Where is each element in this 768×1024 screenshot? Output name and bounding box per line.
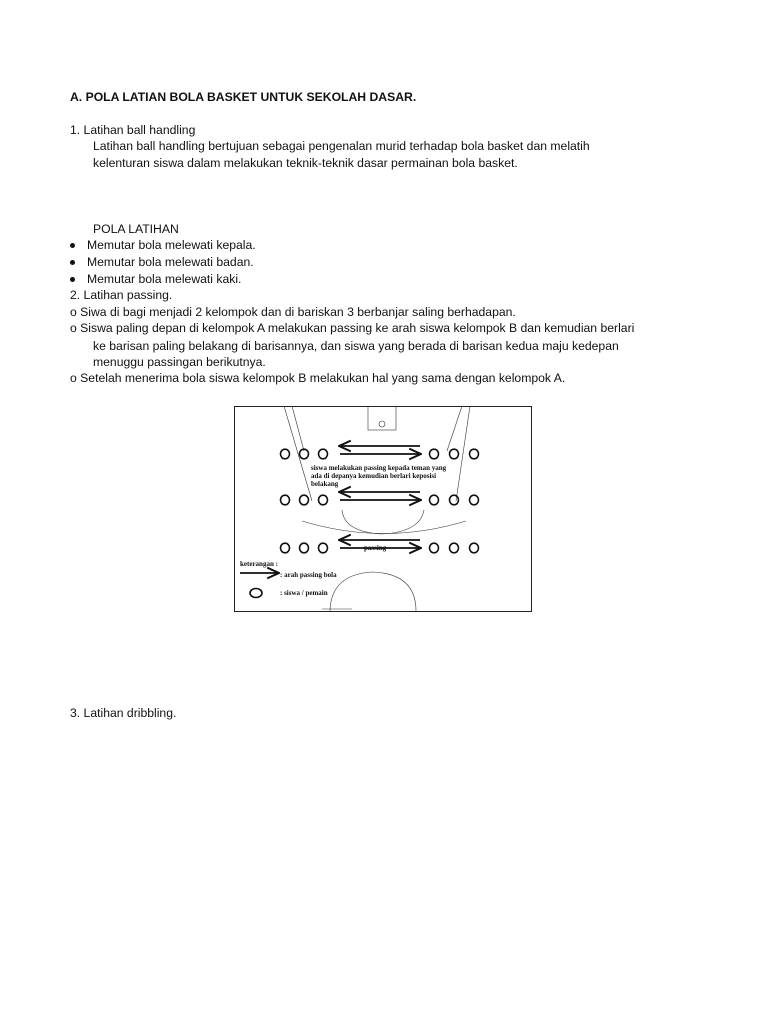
legend-player-text: : siswa / pemain <box>280 589 328 597</box>
section1-desc-line1: Latihan ball handling bertujuan sebagai pengenalan murid terhadap bola basket dan melatih <box>93 139 590 153</box>
section3-title: 3. Latihan dribbling. <box>70 706 177 720</box>
bullet-dot-icon <box>70 277 75 282</box>
document-heading: A. POLA LATIAN BOLA BASKET UNTUK SEKOLAH DASAR. <box>70 90 417 104</box>
bullet-dot-icon <box>70 243 75 248</box>
section2-item: o Siswa paling depan di kelompok A melakukan passing ke arah siswa kelompok B dan kemudian berlari <box>70 321 635 335</box>
diagram-note-line1: siswa melakukan passing kepada teman yang <box>311 464 447 472</box>
court-border <box>235 407 532 612</box>
passing-drill-diagram <box>234 406 532 612</box>
diagram-note-line3: belakang <box>311 480 339 488</box>
passing-label: passing <box>364 544 387 552</box>
section2-item-continued: menuggu passingan berikutnya. <box>93 355 266 369</box>
section2-item: o Setelah menerima bola siswa kelompok B melakukan hal yang sama dengan kelompok A. <box>70 371 566 385</box>
bullet-item: Memutar bola melewati kepala. <box>87 238 256 252</box>
section2-title: 2. Latihan passing. <box>70 288 173 302</box>
diagram-note-line2: ada di depanya kemudian berlari keposisi <box>311 472 437 480</box>
section1-title: 1. Latihan ball handling <box>70 123 196 137</box>
bullet-item: Memutar bola melewati badan. <box>87 255 254 269</box>
legend-title: keterangan : <box>240 560 278 568</box>
bullet-item: Memutar bola melewati kaki. <box>87 272 242 286</box>
section2-item-continued: ke barisan paling belakang di barisannya, dan siswa yang berada di barisan kedua maju kedepan <box>93 339 619 353</box>
bullet-dot-icon <box>70 260 75 265</box>
legend-arrow-text: : arah passing bola <box>280 571 337 579</box>
section2-item: o Siwa di bagi menjadi 2 kelompok dan di bariskan 3 berbanjar saling berhadapan. <box>70 305 516 319</box>
pola-latihan-label: POLA LATIHAN <box>93 222 179 236</box>
section1-desc-line2: kelenturan siswa dalam melakukan teknik-teknik dasar permainan bola basket. <box>93 156 518 170</box>
